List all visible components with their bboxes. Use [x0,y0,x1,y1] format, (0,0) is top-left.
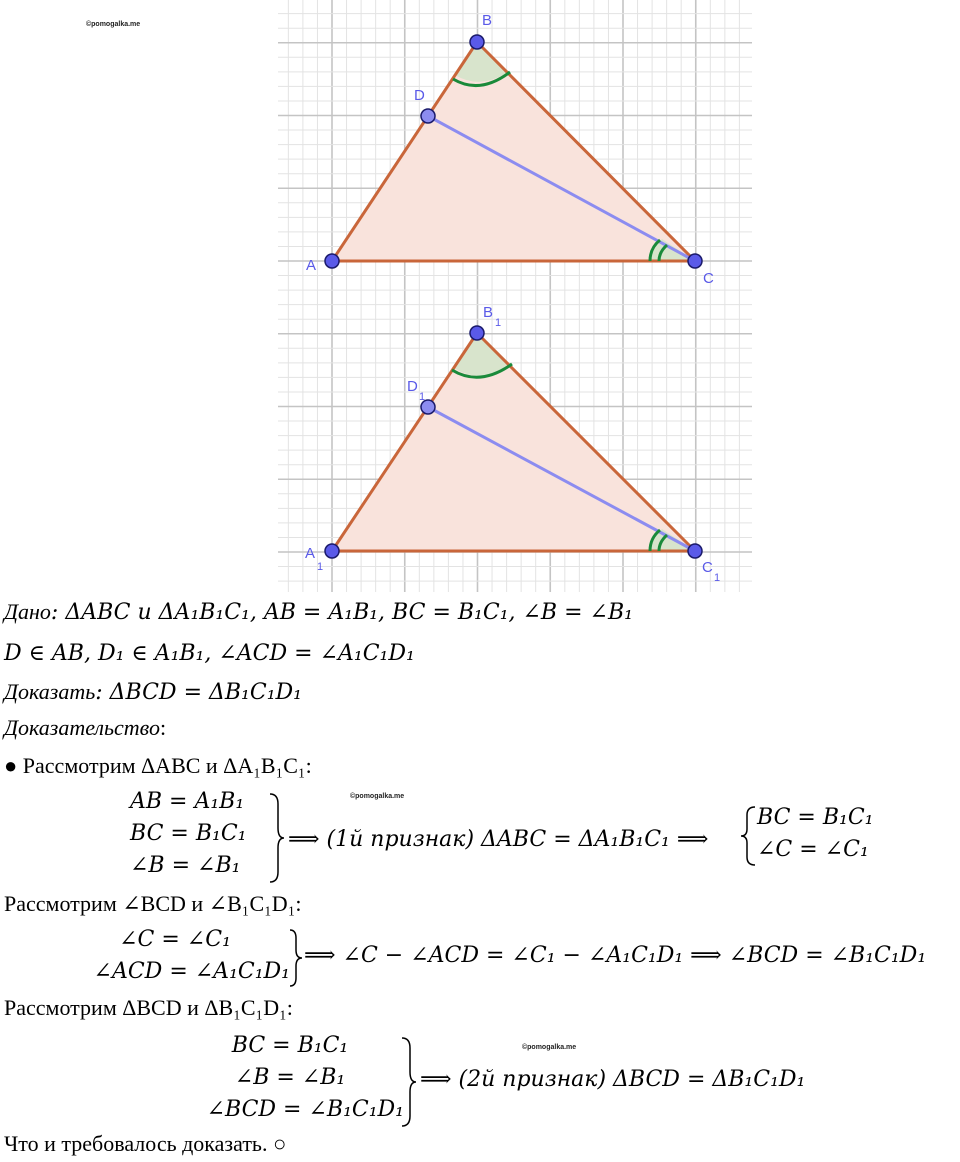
step1-title: ● Рассмотрим ΔABC и ΔA₁B₁C₁: [4,753,312,778]
triangle-a1b1c1-fill [332,333,695,551]
step2-title: Рассмотрим ∠BCD и ∠B₁C₁D₁: [4,891,302,916]
given-line-1 [4,600,633,625]
label-d1-sub: 1 [419,391,426,403]
label-b1-sub: 1 [495,317,502,329]
given-label: Дано [4,599,51,624]
label-d: D [414,87,425,104]
step3-condition: ∠B = ∠B₁ [234,1065,346,1090]
conclusion: Что и требовалось доказать. ○ [4,1131,287,1156]
given-text-1: : ΔABC и ΔA₁B₁C₁, AB = A₁B₁, BC = B₁C₁, ∠B = ∠B₁ [50,600,633,625]
label-c: C [703,270,714,287]
triangle-abc [306,12,714,287]
watermark: ©pomogalka.me [522,1044,577,1051]
step2-implication: ⟹ ∠C − ∠ACD = ∠C₁ − ∠A₁C₁D₁ ⟹ ∠BCD = ∠B₁C₁D₁ [304,943,927,968]
step1-conditions [130,786,272,882]
point-a [325,254,339,268]
step1-condition: ∠B = ∠B₁ [130,853,241,878]
step3-implication: ⟹ (2й признак) ΔBCD = ΔB₁C₁D₁ [420,1067,806,1092]
label-a: A [306,257,317,274]
point-a1 [325,544,339,558]
step1-condition: BC = B₁C₁ [130,821,247,846]
label-c1: C [702,559,713,576]
step1-result: BC = B₁C₁ [757,805,874,830]
proof-heading [4,716,166,740]
proof-label: Доказательство [4,715,160,740]
step3-title: Рассмотрим ΔBCD и ΔB₁C₁D₁: [4,995,293,1020]
step3-condition: ∠BCD = ∠B₁C₁D₁ [206,1097,404,1122]
prove-line [4,680,302,705]
step1-results [757,802,873,866]
step1-implication: ⟹ (1й признак) ΔABC = ΔA₁B₁C₁ ⟹ [288,827,709,852]
label-c1-sub: 1 [714,572,721,584]
triangle-a1b1c1 [305,304,720,584]
watermark: ©pomogalka.me [350,793,405,800]
point-c1 [688,544,702,558]
right-brace [288,928,304,988]
point-d [421,109,435,123]
step1-result: ∠C = ∠C₁ [757,837,869,862]
watermark: ©pomogalka.me [86,21,141,28]
label-b1: B [483,304,494,321]
point-c [688,254,702,268]
label-a1-sub: 1 [317,561,324,573]
step3-conditions [176,1030,404,1126]
point-b [470,35,484,49]
step3-condition: BC = B₁C₁ [231,1033,349,1058]
triangle-abc-fill [332,42,695,261]
step2-conditions [60,924,290,988]
given-line-2: D ∈ AB, D₁ ∈ A₁B₁, ∠ACD = ∠A₁C₁D₁ [4,641,415,666]
proof-colon: : [159,715,167,740]
step2-condition: ∠C = ∠C₁ [119,927,231,952]
prove-text: : ΔBCD = ΔB₁C₁D₁ [95,680,302,705]
step2-condition: ∠ACD = ∠A₁C₁D₁ [93,959,290,984]
label-d1: D [407,378,418,395]
left-brace [739,805,757,867]
label-b: B [482,12,493,29]
prove-label: Доказать [4,679,96,704]
right-brace [268,792,286,884]
point-b1 [470,326,484,340]
right-brace [400,1036,418,1128]
step1-condition: AB = A₁B₁ [130,789,245,814]
label-a1: A [305,545,316,562]
